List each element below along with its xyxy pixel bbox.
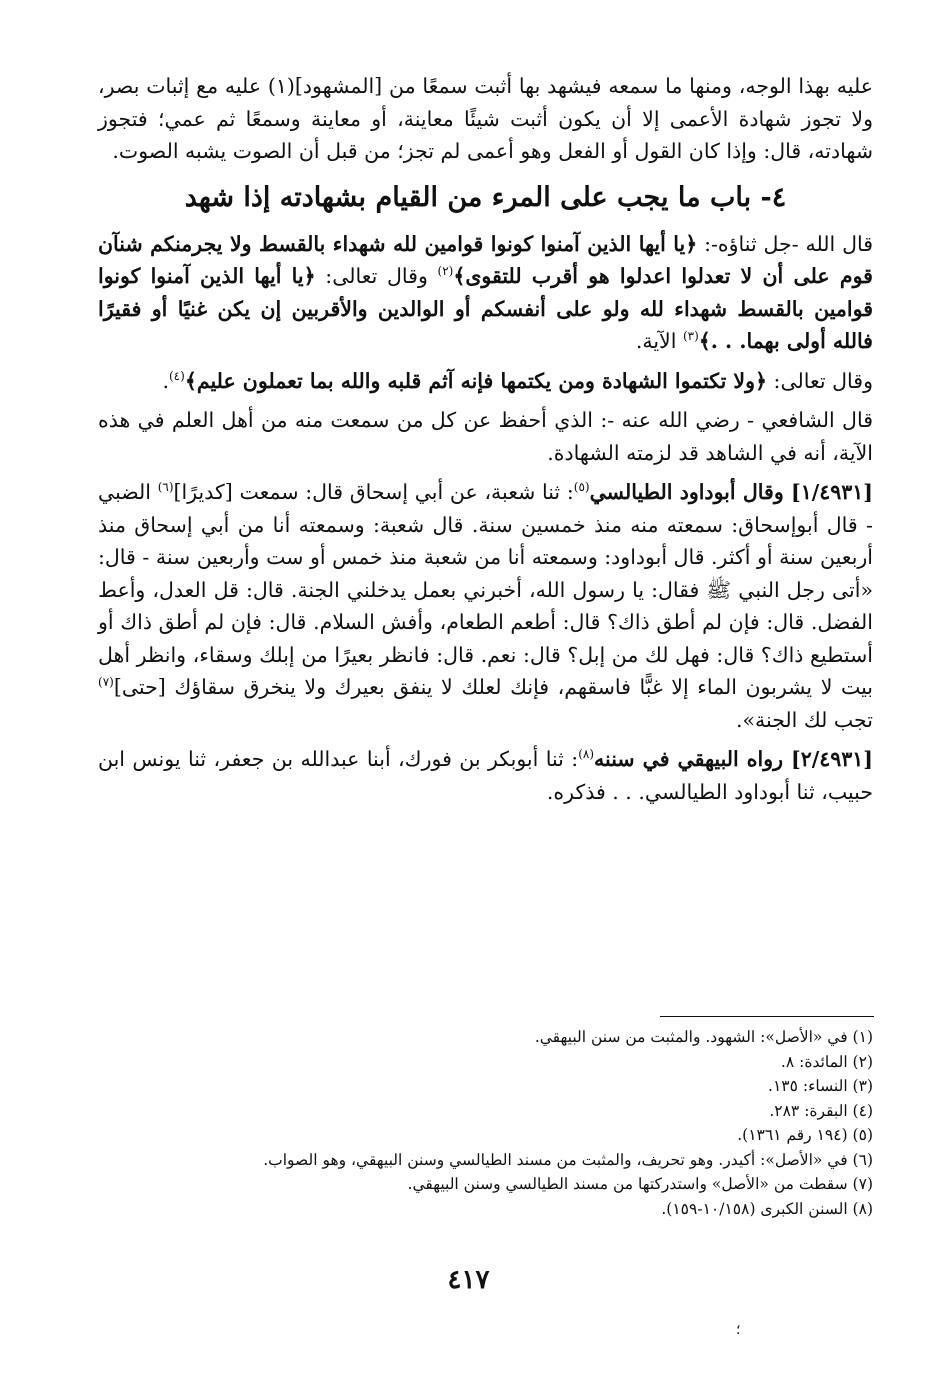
footnote: (٨) السنن الكبرى (١٠/١٥٨-١٥٩).: [661, 1199, 873, 1218]
paragraph-hadith-2: [98, 743, 873, 808]
text-run: : ثنا شعبة، عن أبي إسحاق قال: سمعت [كديرًا]: [173, 480, 574, 504]
text-run: قال الله -جل ثناؤه-:: [697, 231, 874, 256]
page-number: ٤١٧: [447, 1265, 490, 1295]
quran-quote: ﴿ولا تكتموا الشهادة ومن يكتمها فإنه آثم قلبه والله بما تعملون عليم﴾: [184, 368, 768, 393]
quran-quote: ﴿يا أيها الذين آمنوا كونوا قوامين بالقسط شهداء لله ولو على أنفسكم أو الوالدين والأقربين إن يكن غنيًا أو فقيرًا فالله أولى بهما. . .﴾: [98, 264, 873, 353]
footnote-ref: (٤): [168, 368, 185, 383]
text-run: تجب لك الجنة».: [735, 707, 873, 732]
hadith-number: [١/٤٩٣١] وقال أبوداود الطيالسي: [589, 480, 873, 504]
footnote: (٧) سقطت من «الأصل» واستدركتها من مسند الطيالسي وسنن البيهقي.: [407, 1175, 873, 1193]
text-run: الآية.: [635, 329, 683, 353]
footnote: (٣) النساء: ١٣٥.: [768, 1077, 873, 1095]
footnote-ref: (٢): [437, 264, 454, 279]
chapter-heading: ٤- باب ما يجب على المرء من القيام بشهادته إذا شهد: [184, 181, 787, 213]
footnote-divider: [660, 1016, 874, 1017]
text-run: الضبي - قال أبوإسحاق: سمعته منه منذ خمسين سنة. قال شعبة: وسمعته أنا من أبي إسحاق منذ أربعين سنة أو أكثر. قال أبوداود: وسمعته أنا من شعبة منذ خمس أو ست وأربعين سنة - قال: «أتى رجل النبي ﷺ فقال: يا رسول الله، أخبرني بعمل يدخلني الجنة. قال: قل العدل، وأعط الفضل. قال: فإن لم أطق ذاك؟ قال: أطعم الطعام، وأفش السلام. قال: فإن لم أطق ذاك أو أستطيع ذاك؟ قال: فهل لك من إبل؟ قال: نعم. قال: فانظر بعيرًا من إبلك وسقاء، وانظر أهل بيت لا يشربون الماء إلا غبًّا فاسقهم، فإنك لعلك لا ينفق بعيرك ولا ينخرق سقاؤك [حتى]: [98, 480, 873, 699]
footnote: (٢) المائدة: ٨.: [780, 1052, 873, 1071]
footnote-ref: (٧): [98, 675, 114, 690]
footnote: (٦) في «الأصل»: أكيدر. وهو تحريف، والمثبت من مسند الطيالسي وسنن البيهقي، وهو الصواب.: [263, 1150, 873, 1169]
footnote: (١) في «الأصل»: الشهود. والمثبت من سنن البيهقي.: [534, 1028, 873, 1046]
text-run: وقال تعالى:: [315, 264, 438, 288]
paragraph-verses: [98, 228, 873, 358]
footnote-ref: (٣): [682, 329, 699, 344]
footnote-ref: (٦): [157, 480, 174, 495]
footnotes: [98, 1025, 873, 1221]
text-run: وقال تعالى:: [767, 368, 873, 393]
footnote-ref: (٥): [573, 480, 590, 495]
text-run: .: [162, 368, 169, 393]
paragraph-shafii: قال الشافعي - رضي الله عنه -: الذي أحفظ عن كل من سمعت منه من أهل العلم في هذه الآية، أنه في الشاهد قد لزمته الشهادة.: [98, 408, 873, 465]
hadith-number: [٢/٤٩٣١] رواه البيهقي في سننه: [594, 747, 873, 771]
footnote-ref: (٨): [578, 747, 595, 762]
paragraph-hadith: [98, 476, 873, 736]
footnote: (٤) البقرة: ٢٨٣.: [769, 1101, 873, 1120]
text-run: : ثنا أبوبكر بن فورك، أبنا عبدالله بن جعفر، ثنا يونس ابن حبيب، ثنا أبوداود الطيالسي. . . فذكره.: [98, 747, 873, 804]
paragraph-verse-2: [98, 365, 873, 398]
footnote: (٥) (١٩٤ رقم ١٣٦١).: [737, 1126, 873, 1144]
main-text: [98, 70, 873, 815]
stray-mark: ؛: [736, 1322, 741, 1338]
quran-quote: ﴿يا أيها الذين آمنوا كونوا قوامين لله شهداء بالقسط ولا يجرمنكم شنآن قوم على أن لا تعدلوا اعدلوا هو أقرب للتقوى﴾: [98, 231, 873, 288]
paragraph-intro: عليه بهذا الوجه، ومنها ما سمعه فيشهد بها أثبت سمعًا من [المشهود](١) عليه مع إثبات بصر، ولا تجوز شهادة الأعمى إلا أن يكون أثبت شيئًا معاينة، أو معاينة وسمعًا ثم عمي؛ فتجوز شهادته، قال: وإذا كان القول أو الفعل وهو أعمى لم تجز؛ من قبل أن الصوت يشبه الصوت.: [98, 74, 873, 163]
